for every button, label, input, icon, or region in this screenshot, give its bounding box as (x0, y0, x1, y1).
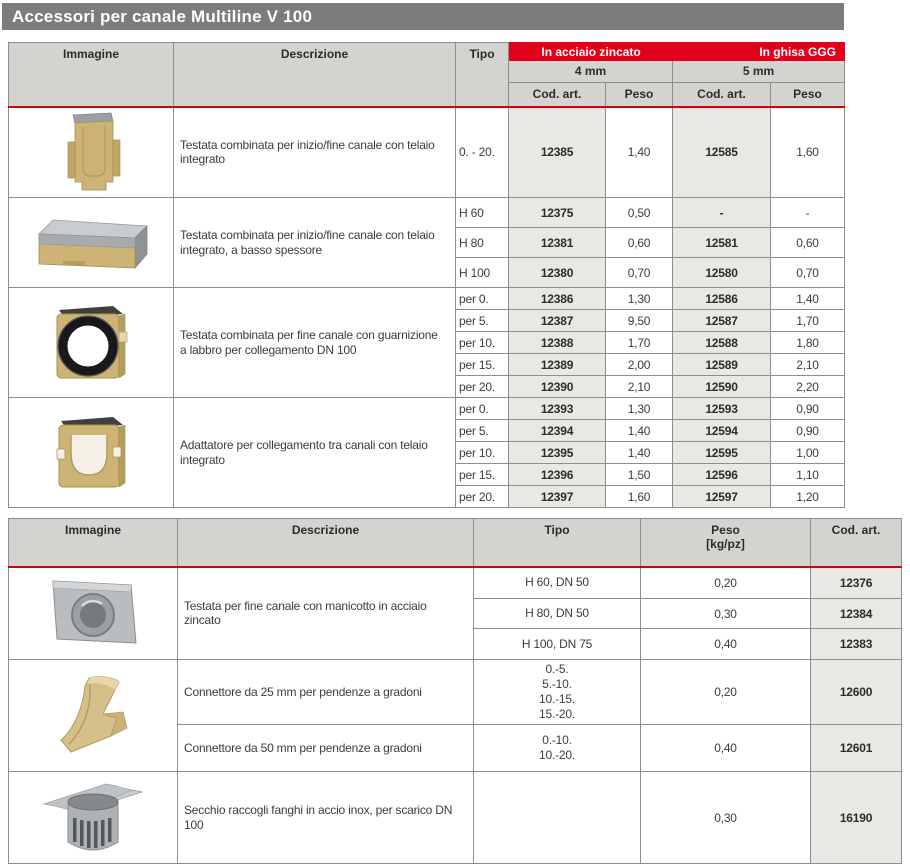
product-image-cell (9, 288, 174, 398)
page-title: Accessori per canale Multiline V 100 (12, 6, 313, 26)
cod-art-cell: 12596 (673, 464, 771, 486)
peso-cell: 1,30 (606, 398, 673, 420)
cod-art-cell: 12389 (509, 354, 606, 376)
steel-end-cap-socket-icon (10, 573, 176, 653)
group-header-acciaio-zincato: In acciaio zincato (541, 44, 641, 59)
cod-art-cell: 12589 (673, 354, 771, 376)
tipo-cell: 0. - 20. (456, 107, 509, 198)
tipo-line: 5.-10. (542, 677, 572, 691)
peso-cell: 0,90 (771, 398, 845, 420)
description-cell: Adattatore per collegamento tra canali con telaio integrato (174, 398, 456, 508)
cod-art-cell: 12375 (509, 198, 606, 228)
tipo-cell: H 100 (456, 258, 509, 288)
column-header-tipo: Tipo (474, 519, 641, 567)
column-header-peso-5mm: Peso (771, 83, 845, 107)
table-row (9, 288, 845, 310)
silt-bucket-icon (10, 774, 176, 862)
tipo-cell: per 10. (456, 332, 509, 354)
tipo-cell: per 0. (456, 398, 509, 420)
cod-art-cell: 12390 (509, 376, 606, 398)
column-header-peso-4mm: Peso (606, 83, 673, 107)
product-image-cell (9, 567, 178, 660)
cod-art-cell: 12376 (811, 567, 902, 599)
table-row (9, 567, 902, 599)
peso-cell: 1,60 (771, 107, 845, 198)
peso-cell: 0,20 (641, 660, 811, 725)
table-accessori-zincato-ghisa (8, 42, 845, 508)
product-image-cell (9, 107, 174, 198)
cod-art-cell: 12593 (673, 398, 771, 420)
column-header-immagine: Immagine (9, 43, 174, 107)
tipo-cell: per 0. (456, 288, 509, 310)
cod-art-cell: 12385 (509, 107, 606, 198)
peso-unit-label: [kg/pz] (706, 537, 745, 551)
subheader-4mm: 4 mm (509, 61, 673, 83)
peso-cell: - (771, 198, 845, 228)
cod-art-cell: 12393 (509, 398, 606, 420)
product-image-cell (9, 198, 174, 288)
cod-art-cell: 12384 (811, 599, 902, 629)
tipo-line: 10.-20. (539, 748, 575, 762)
tipo-cell (474, 772, 641, 864)
peso-label: Peso (711, 523, 740, 537)
table-row (9, 107, 845, 198)
tipo-cell: per 20. (456, 486, 509, 508)
cod-art-cell: 12600 (811, 660, 902, 725)
peso-cell: 1,00 (771, 442, 845, 464)
tipo-cell: per 15. (456, 464, 509, 486)
description-cell: Testata combinata per inizio/fine canale con telaio integrato, a basso spessore (174, 198, 456, 288)
peso-cell: 1,40 (606, 107, 673, 198)
peso-cell: 0,40 (641, 725, 811, 772)
cod-art-cell: - (673, 198, 771, 228)
peso-cell: 0,20 (641, 567, 811, 599)
tipo-cell: per 10. (456, 442, 509, 464)
material-group-header (509, 43, 845, 61)
cod-art-cell: 12383 (811, 629, 902, 660)
cod-art-cell: 12381 (509, 228, 606, 258)
tipo-line: 0.-10. (542, 733, 572, 747)
peso-cell: 1,30 (606, 288, 673, 310)
title-bar (2, 3, 844, 30)
peso-cell: 1,50 (606, 464, 673, 486)
tipo-cell (474, 725, 641, 772)
peso-cell: 1,70 (606, 332, 673, 354)
table-accessori-vari (8, 518, 902, 864)
table-row (9, 43, 845, 61)
cod-art-cell: 12386 (509, 288, 606, 310)
description-cell: Testata combinata per inizio/fine canale con telaio integrato (174, 107, 456, 198)
peso-cell: 2,00 (606, 354, 673, 376)
table-row (9, 198, 845, 228)
group-header-ghisa-ggg: In ghisa GGG (759, 44, 836, 59)
column-header-cod-art: Cod. art. (811, 519, 902, 567)
cod-art-cell: 12581 (673, 228, 771, 258)
cod-art-cell: 12601 (811, 725, 902, 772)
peso-cell: 0,60 (771, 228, 845, 258)
description-cell: Secchio raccogli fanghi in accio inox, per scarico DN 100 (178, 772, 474, 864)
tipo-cell: per 5. (456, 420, 509, 442)
peso-cell: 1,60 (606, 486, 673, 508)
tipo-cell: H 60, DN 50 (474, 567, 641, 599)
peso-cell: 1,20 (771, 486, 845, 508)
cod-art-cell: 16190 (811, 772, 902, 864)
subheader-5mm: 5 mm (673, 61, 845, 83)
cod-art-cell: 12590 (673, 376, 771, 398)
table-row (9, 660, 902, 725)
peso-cell: 0,90 (771, 420, 845, 442)
product-image-cell (9, 660, 178, 772)
description-cell: Connettore da 25 mm per pendenze a gradoni (178, 660, 474, 725)
cod-art-cell: 12394 (509, 420, 606, 442)
cod-art-cell: 12396 (509, 464, 606, 486)
tipo-cell (474, 660, 641, 725)
peso-cell: 1,10 (771, 464, 845, 486)
column-header-cod-art-4mm: Cod. art. (509, 83, 606, 107)
peso-cell: 1,40 (606, 442, 673, 464)
cod-art-cell: 12588 (673, 332, 771, 354)
product-image-cell (9, 398, 174, 508)
column-header-peso (641, 519, 811, 567)
tipo-line: 10.-15. (539, 692, 575, 706)
low-profile-end-cap-icon (10, 210, 172, 276)
product-image-cell (9, 772, 178, 864)
description-cell: Testata combinata per fine canale con guarnizione a labbro per collegamento DN 100 (174, 288, 456, 398)
column-header-descrizione: Descrizione (174, 43, 456, 107)
peso-cell: 2,20 (771, 376, 845, 398)
cod-art-cell: 12388 (509, 332, 606, 354)
cod-art-cell: 12380 (509, 258, 606, 288)
description-cell: Connettore da 50 mm per pendenze a gradoni (178, 725, 474, 772)
column-header-tipo: Tipo (456, 43, 509, 107)
cod-art-cell: 12395 (509, 442, 606, 464)
cod-art-cell: 12580 (673, 258, 771, 288)
peso-cell: 2,10 (606, 376, 673, 398)
cod-art-cell: 12597 (673, 486, 771, 508)
cod-art-cell: 12585 (673, 107, 771, 198)
peso-cell: 0,40 (641, 629, 811, 660)
tipo-line: 0.-5. (545, 662, 569, 676)
tipo-cell: per 20. (456, 376, 509, 398)
peso-cell: 0,70 (771, 258, 845, 288)
tipo-cell: H 60 (456, 198, 509, 228)
column-header-immagine: Immagine (9, 519, 178, 567)
cod-art-cell: 12397 (509, 486, 606, 508)
tipo-line: 15.-20. (539, 707, 575, 721)
peso-cell: 0,30 (641, 772, 811, 864)
table-row (9, 772, 902, 864)
column-header-cod-art-5mm: Cod. art. (673, 83, 771, 107)
peso-cell: 0,30 (641, 599, 811, 629)
table-row (9, 398, 845, 420)
channel-end-cap-icon (10, 110, 172, 194)
tipo-cell: H 80, DN 50 (474, 599, 641, 629)
peso-cell: 1,80 (771, 332, 845, 354)
description-cell: Testata per fine canale con manicotto in acciaio zincato (178, 567, 474, 660)
tipo-cell: H 80 (456, 228, 509, 258)
peso-cell: 2,10 (771, 354, 845, 376)
cod-art-cell: 12595 (673, 442, 771, 464)
tipo-cell: per 15. (456, 354, 509, 376)
peso-cell: 0,50 (606, 198, 673, 228)
peso-cell: 9,50 (606, 310, 673, 332)
tipo-cell: H 100, DN 75 (474, 629, 641, 660)
peso-cell: 1,70 (771, 310, 845, 332)
tipo-cell: per 5. (456, 310, 509, 332)
cod-art-cell: 12587 (673, 310, 771, 332)
peso-cell: 1,40 (771, 288, 845, 310)
column-header-descrizione: Descrizione (178, 519, 474, 567)
cod-art-cell: 12586 (673, 288, 771, 310)
cod-art-cell: 12387 (509, 310, 606, 332)
channel-adapter-icon (10, 411, 172, 495)
peso-cell: 0,70 (606, 258, 673, 288)
peso-cell: 0,60 (606, 228, 673, 258)
table-row (9, 519, 902, 567)
cod-art-cell: 12594 (673, 420, 771, 442)
step-fall-connector-icon (10, 672, 176, 760)
peso-cell: 1,40 (606, 420, 673, 442)
gasket-end-cap-icon (10, 300, 172, 386)
